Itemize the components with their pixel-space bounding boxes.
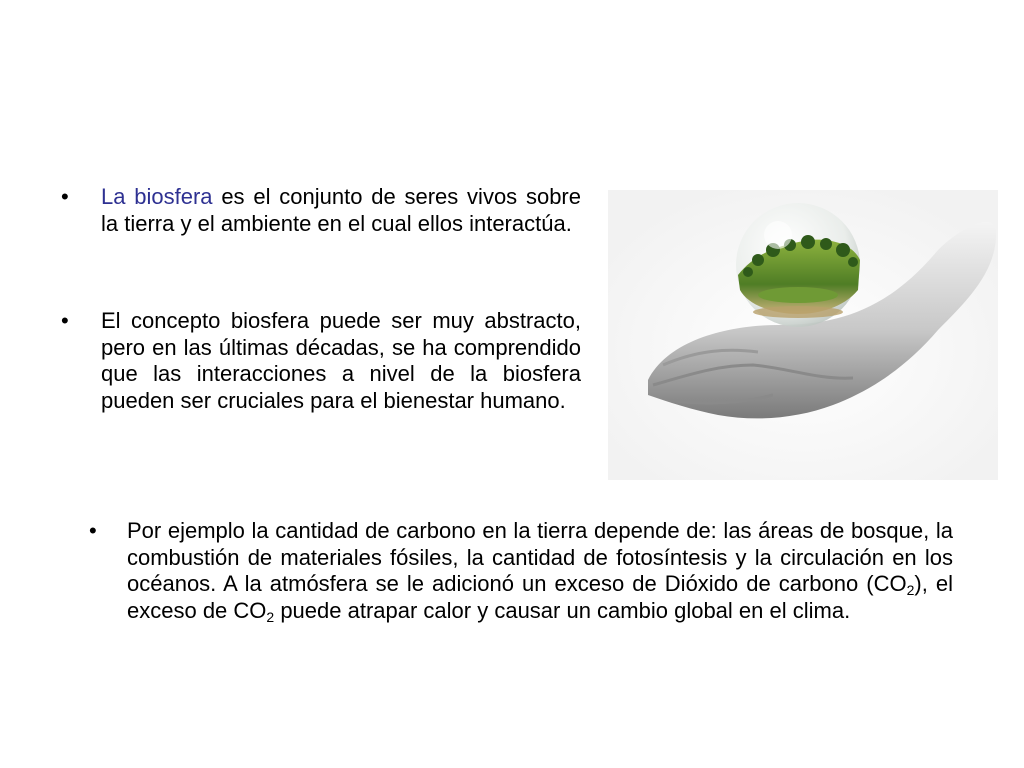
bullet-marker: •: [89, 518, 97, 543]
subscript-2: 2: [906, 582, 915, 598]
bullet-marker: •: [61, 308, 69, 333]
hand-earth-illustration: [608, 190, 998, 480]
bullet-text-b: ), el exceso de CO: [127, 571, 953, 623]
highlight-term: La biosfera: [101, 184, 213, 209]
bullet-text-a: Por ejemplo la cantidad de carbono en la tierra depende de: las áreas de bosque, la combustión de materiales fósiles, la cantidad de fotosíntesis y la circulación en los océanos. A la atmósfera se le adicionó un exceso de Dióxido de carbono (CO: [127, 518, 953, 596]
subscript-2: 2: [266, 608, 275, 625]
bullet-text: es el conjunto de seres vivos sobre la tierra y el ambiente en el cual ellos interactúa.: [101, 184, 581, 236]
bullet-text: El concepto biosfera puede ser muy abstracto, pero en las últimas décadas, se ha comprendido que las interacciones a nivel de la biosfera pueden ser cruciales para el bienestar humano.: [101, 308, 581, 413]
hand-holding-earth-icon: [608, 190, 998, 480]
bullet-text-c: puede atrapar calor y causar un cambio global en el clima.: [274, 597, 851, 623]
bullet-marker: •: [61, 184, 69, 209]
bullet-biosfera: [61, 184, 581, 237]
bullet-carbono: [89, 518, 953, 625]
bullet-concepto: [61, 308, 581, 414]
